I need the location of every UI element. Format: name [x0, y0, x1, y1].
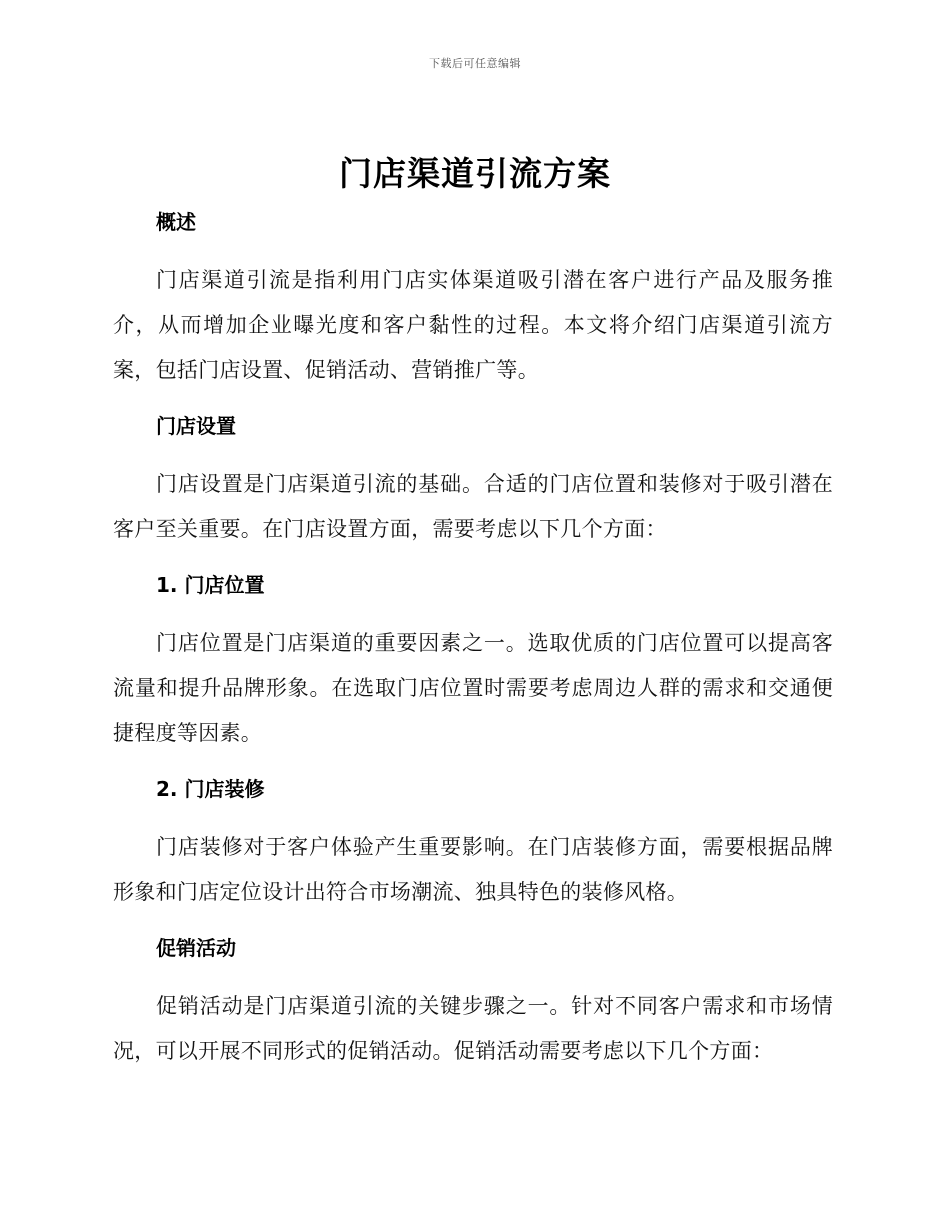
section-paragraph: 门店位置是门店渠道的重要因素之一。选取优质的门店位置可以提高客流量和提升品牌形象。在选取门店位置时需要考虑周边人群的需求和交通便捷程度等因素。: [113, 631, 833, 745]
section-heading: 2. 门店装修: [156, 777, 265, 801]
page-header-note: 下载后可任意编辑: [429, 57, 521, 70]
section-paragraph: 促销活动是门店渠道引流的关键步骤之一。针对不同客户需求和市场情况，可以开展不同形式的促销活动。促销活动需要考虑以下几个方面：: [113, 994, 833, 1063]
section-paragraph: 门店设置是门店渠道引流的基础。合适的门店位置和装修对于吸引潜在客户至关重要。在门店设置方面，需要考虑以下几个方面：: [113, 472, 833, 541]
section-store-decoration: [113, 770, 833, 929]
section-paragraph: 门店渠道引流是指利用门店实体渠道吸引潜在客户进行产品及服务推介，从而增加企业曝光度和客户黏性的过程。本文将介绍门店渠道引流方案，包括门店设置、促销活动、营销推广等。: [113, 268, 833, 382]
document-title: 门店渠道引流方案: [339, 154, 611, 193]
section-paragraph: 门店装修对于客户体验产生重要影响。在门店装修方面，需要根据品牌形象和门店定位设计出符合市场潮流、独具特色的装修风格。: [113, 835, 833, 904]
section-store-location: [113, 566, 833, 770]
section-store-setup: [113, 407, 833, 566]
section-heading: 门店设置: [156, 414, 236, 438]
section-overview: [113, 203, 833, 407]
section-heading: 概述: [156, 210, 196, 234]
section-heading: 1. 门店位置: [156, 573, 265, 597]
document-body: [113, 203, 833, 1074]
section-heading: 促销活动: [156, 936, 236, 960]
section-promotions: [113, 929, 833, 1074]
